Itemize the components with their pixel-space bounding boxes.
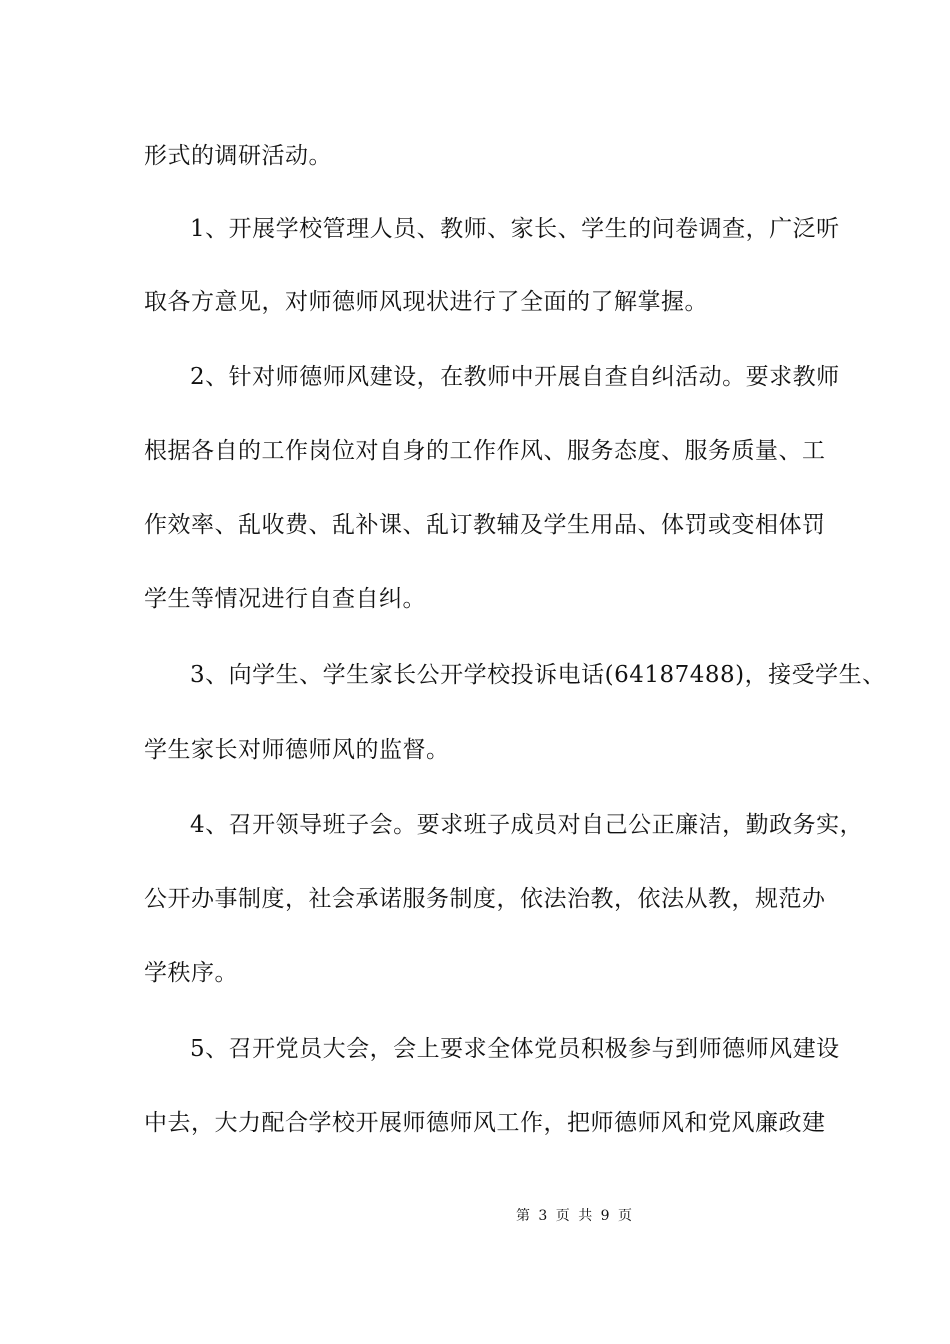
text-line-11: 公开办事制度，社会承诺服务制度，依法治教，依法从教，规范办 xyxy=(144,886,826,912)
page-footer xyxy=(0,1206,950,1226)
text-line-10: 4、召开领导班子会。要求班子成员对自己公正廉洁，勤政务实， xyxy=(190,812,864,838)
text-line-6: 作效率、乱收费、乱补课、乱订教辅及学生用品、体罚或变相体罚 xyxy=(144,512,826,538)
text-line-14: 中去，大力配合学校开展师德师风工作，把师德师风和党风廉政建 xyxy=(144,1110,826,1136)
text-line-12: 学秩序。 xyxy=(144,960,238,986)
text-line-13: 5、召开党员大会，会上要求全体党员积极参与到师德师风建设 xyxy=(190,1036,840,1062)
text-line-8: 3、向学生、学生家长公开学校投诉电话(64187488)，接受学生、 xyxy=(190,662,886,688)
text-line-7: 学生等情况进行自查自纠。 xyxy=(144,586,426,612)
page-number: 第 3 页 共 9 页 xyxy=(515,1208,635,1224)
text-line-4: 2、针对师德师风建设，在教师中开展自查自纠活动。要求教师 xyxy=(190,364,840,390)
text-line-9: 学生家长对师德师风的监督。 xyxy=(144,737,450,763)
text-line-2: 1、开展学校管理人员、教师、家长、学生的问卷调查，广泛听 xyxy=(190,216,840,242)
text-line-5: 根据各自的工作岗位对自身的工作作风、服务态度、服务质量、工 xyxy=(144,438,826,464)
text-line-1: 形式的调研活动。 xyxy=(144,143,332,169)
text-line-3: 取各方意见，对师德师风现状进行了全面的了解掌握。 xyxy=(144,289,708,315)
